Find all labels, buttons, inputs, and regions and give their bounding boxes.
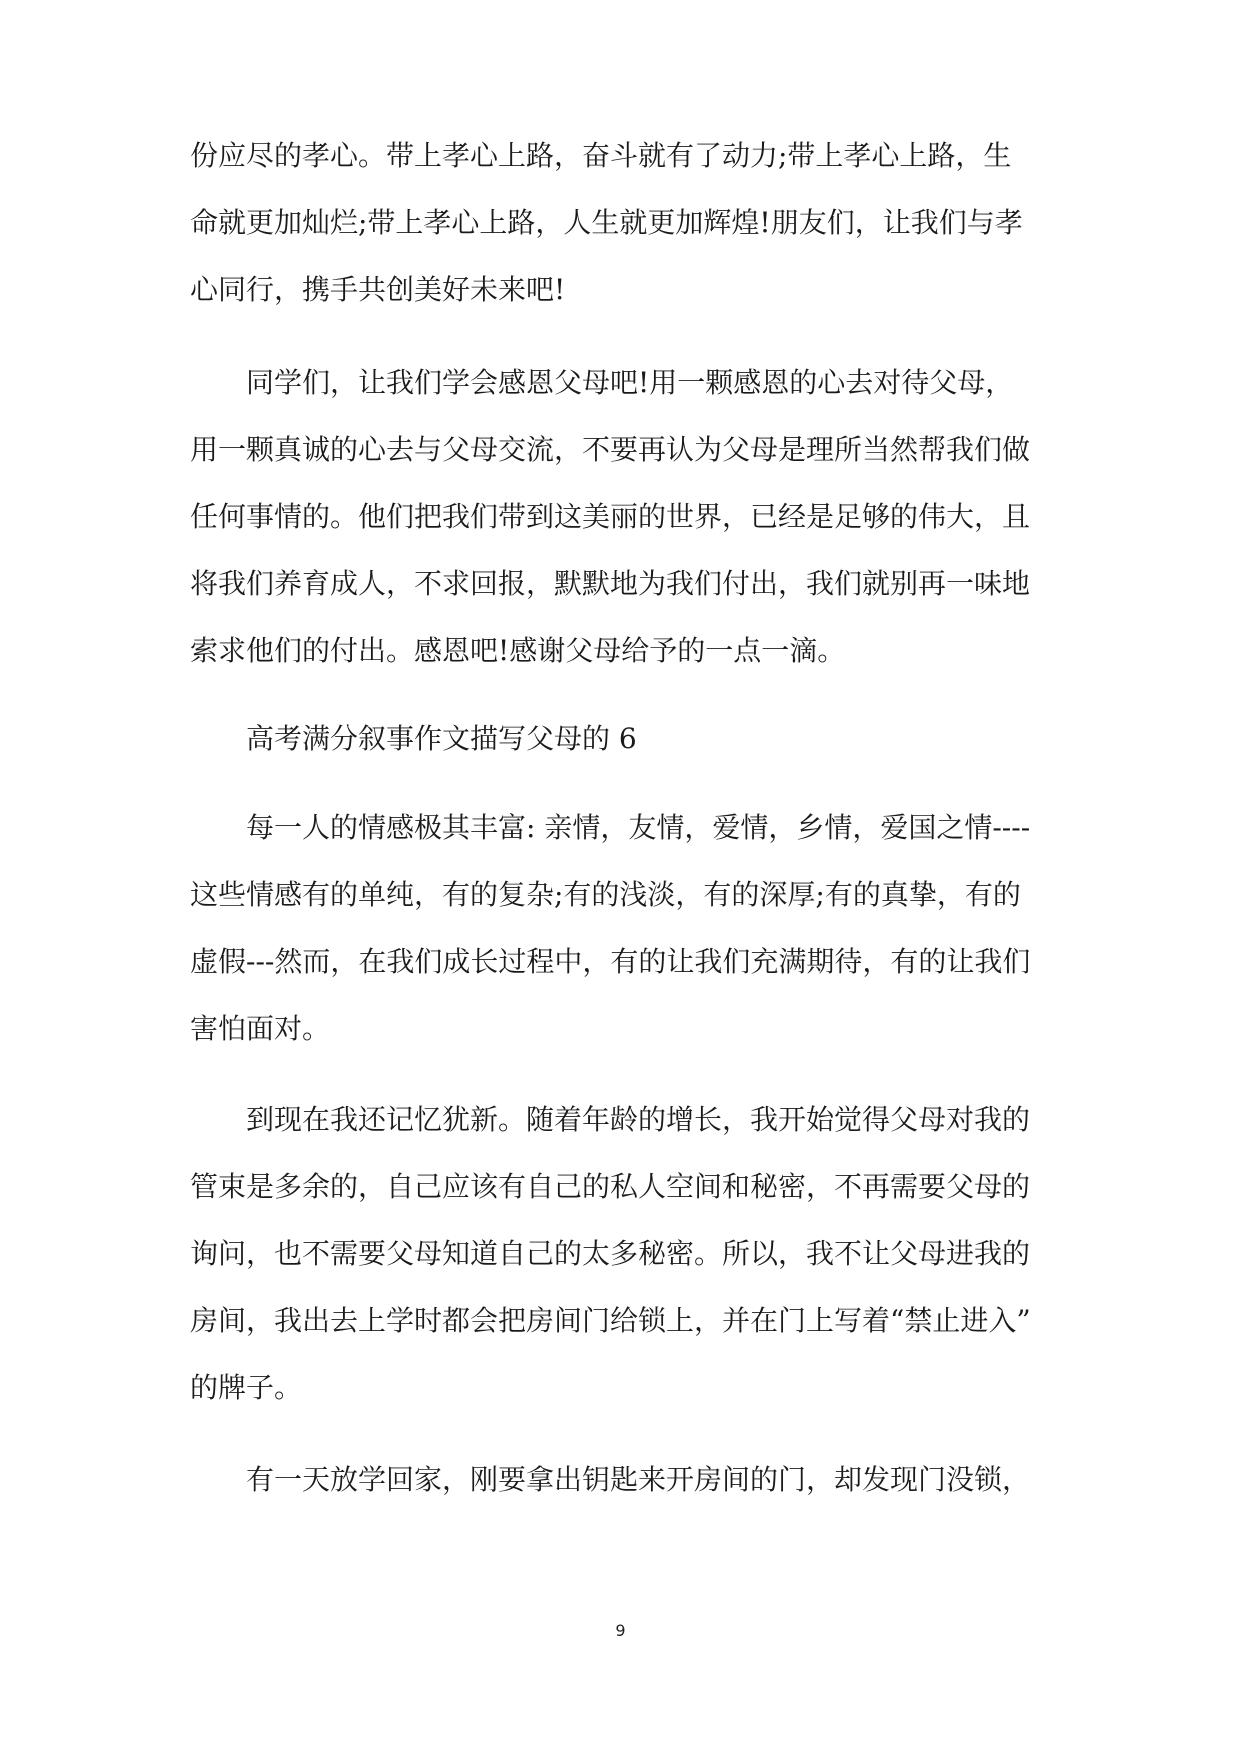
text-line: 命就更加灿烂;带上孝心上路，人生就更加辉煌!朋友们，让我们与孝 [190,206,1023,239]
text-line: 虚假---然而，在我们成长过程中，有的让我们充满期待，有的让我们 [190,945,1031,978]
text-line: 这些情感有的单纯，有的复杂;有的浅淡，有的深厚;有的真挚，有的 [190,878,1021,911]
text-line: 用一颗真诚的心去与父母交流，不要再认为父母是理所当然帮我们做 [190,433,1031,466]
text-line: 将我们养育成人，不求回报，默默地为我们付出，我们就别再一味地 [190,567,1031,600]
text-line: 任何事情的。他们把我们带到这美丽的世界，已经是足够的伟大，且 [190,500,1031,533]
text-line: 索求他们的付出。感恩吧!感谢父母给予的一点一滴。 [190,634,846,667]
text-line: 份应尽的孝心。带上孝心上路，奋斗就有了动力;带上孝心上路，生 [190,139,1012,172]
text-line: 管束是多余的，自己应该有自己的私人空间和秘密，不再需要父母的 [190,1170,1031,1203]
section-heading: 高考满分叙事作文描写父母的 6 [246,722,637,755]
text-line: 每一人的情感极其丰富: 亲情，友情，爱情，乡情，爱国之情---- [246,811,1031,844]
text-line: 心同行，携手共创美好未来吧! [190,273,566,306]
text-line: 房间，我出去上学时都会把房间门给锁上，并在门上写着“禁止进入” [190,1304,1031,1337]
text-line: 同学们，让我们学会感恩父母吧!用一颗感恩的心去对待父母， [246,366,1014,399]
text-line: 的牌子。 [190,1371,303,1404]
text-line: 到现在我还记忆犹新。随着年龄的增长，我开始觉得父母对我的 [246,1103,1031,1136]
text-line: 有一天放学回家，刚要拿出钥匙来开房间的门，却发现门没锁， [246,1463,1031,1496]
text-line: 害怕面对。 [190,1012,331,1045]
page-number: 9 [615,1621,626,1640]
text-line: 询问，也不需要父母知道自己的太多秘密。所以，我不让父母进我的 [190,1237,1031,1270]
